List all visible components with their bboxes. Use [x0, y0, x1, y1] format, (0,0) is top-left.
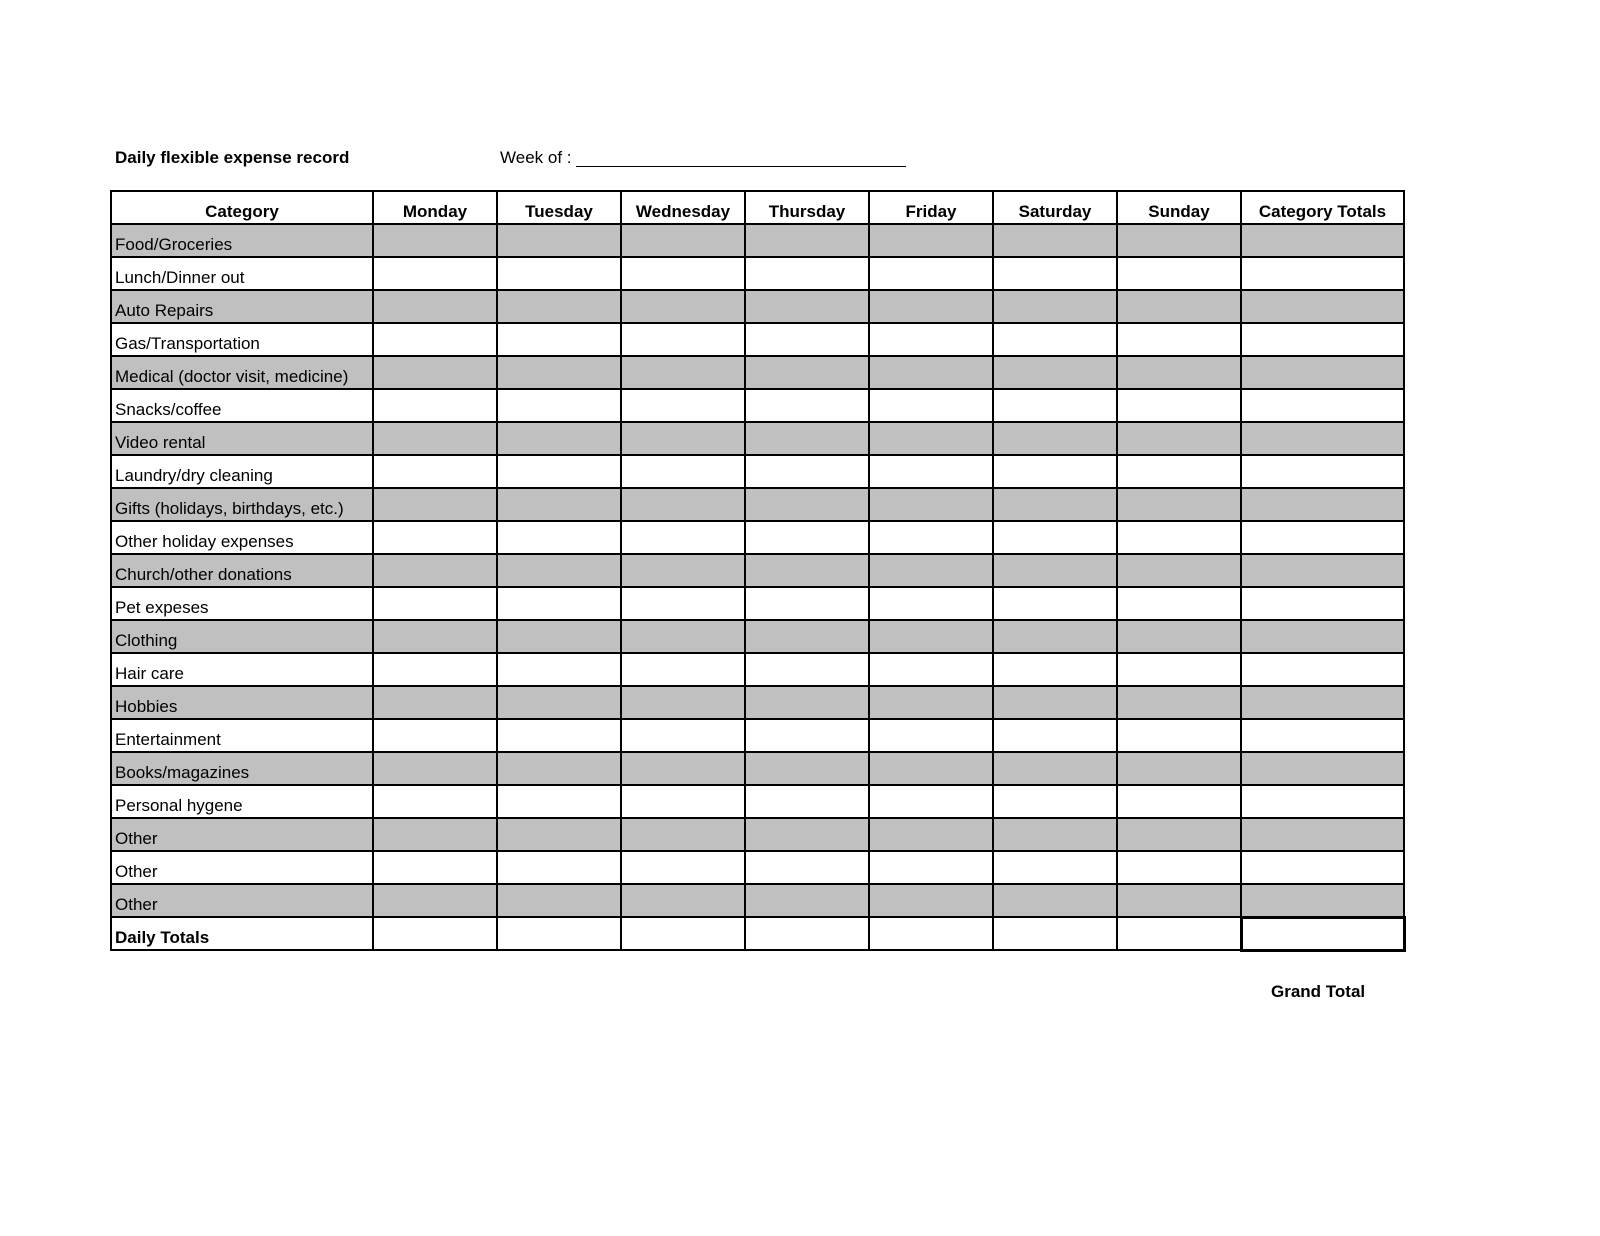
category-label: Personal hygene [111, 785, 373, 818]
expense-cell[interactable] [621, 323, 745, 356]
expense-cell[interactable] [621, 257, 745, 290]
category-total-cell[interactable] [1241, 389, 1404, 422]
expense-cell[interactable] [993, 455, 1117, 488]
expense-cell[interactable] [621, 686, 745, 719]
expense-cell[interactable] [869, 224, 993, 257]
expense-cell[interactable] [869, 455, 993, 488]
expense-cell[interactable] [1117, 521, 1241, 554]
expense-cell[interactable] [621, 620, 745, 653]
expense-cell[interactable] [869, 521, 993, 554]
expense-cell[interactable] [373, 554, 497, 587]
expense-cell[interactable] [373, 818, 497, 851]
expense-cell[interactable] [1117, 290, 1241, 323]
expense-cell[interactable] [745, 653, 869, 686]
expense-cell[interactable] [497, 488, 621, 521]
table-row [111, 323, 1404, 356]
column-header: Sunday [1117, 191, 1241, 224]
expense-cell[interactable] [497, 752, 621, 785]
expense-cell[interactable] [373, 719, 497, 752]
expense-cell[interactable] [497, 719, 621, 752]
expense-cell[interactable] [621, 719, 745, 752]
expense-cell[interactable] [497, 455, 621, 488]
expense-cell[interactable] [373, 884, 497, 917]
expense-cell[interactable] [745, 290, 869, 323]
column-header: Tuesday [497, 191, 621, 224]
category-total-cell[interactable] [1241, 884, 1404, 917]
expense-cell[interactable] [745, 455, 869, 488]
expense-cell[interactable] [1117, 356, 1241, 389]
table-row [111, 521, 1404, 554]
expense-cell[interactable] [621, 389, 745, 422]
expense-cell[interactable] [745, 785, 869, 818]
expense-cell[interactable] [1117, 818, 1241, 851]
expense-cell[interactable] [745, 587, 869, 620]
expense-cell[interactable] [373, 752, 497, 785]
expense-cell[interactable] [1117, 488, 1241, 521]
expense-cell[interactable] [869, 323, 993, 356]
expense-cell[interactable] [993, 224, 1117, 257]
expense-cell[interactable] [1117, 851, 1241, 884]
expense-cell[interactable] [497, 818, 621, 851]
expense-cell[interactable] [1117, 686, 1241, 719]
category-total-cell[interactable] [1241, 587, 1404, 620]
expense-cell[interactable] [497, 785, 621, 818]
table-row [111, 587, 1404, 620]
category-label: Other holiday expenses [111, 521, 373, 554]
expense-cell[interactable] [869, 257, 993, 290]
expense-cell[interactable] [993, 752, 1117, 785]
expense-cell[interactable] [993, 488, 1117, 521]
expense-cell[interactable] [373, 356, 497, 389]
category-label: Other [111, 851, 373, 884]
column-header: Monday [373, 191, 497, 224]
expense-cell[interactable] [497, 257, 621, 290]
expense-cell[interactable] [1117, 422, 1241, 455]
expense-cell[interactable] [993, 884, 1117, 917]
week-of-label: Week of : [500, 148, 572, 167]
expense-cell[interactable] [497, 389, 621, 422]
expense-cell[interactable] [621, 422, 745, 455]
table-row [111, 620, 1404, 653]
expense-cell[interactable] [1117, 257, 1241, 290]
category-total-cell[interactable] [1241, 257, 1404, 290]
expense-table [110, 190, 1406, 952]
expense-cell[interactable] [621, 587, 745, 620]
expense-cell[interactable] [745, 224, 869, 257]
expense-cell[interactable] [745, 719, 869, 752]
category-label: Auto Repairs [111, 290, 373, 323]
category-label: Other [111, 884, 373, 917]
expense-cell[interactable] [1117, 620, 1241, 653]
category-label: Clothing [111, 620, 373, 653]
category-label: Books/magazines [111, 752, 373, 785]
expense-cell[interactable] [1117, 389, 1241, 422]
expense-cell[interactable] [993, 290, 1117, 323]
expense-cell[interactable] [373, 587, 497, 620]
category-label: Other [111, 818, 373, 851]
table-row [111, 290, 1404, 323]
expense-cell[interactable] [497, 620, 621, 653]
expense-cell[interactable] [869, 488, 993, 521]
expense-cell[interactable] [745, 521, 869, 554]
expense-cell[interactable] [621, 356, 745, 389]
expense-cell[interactable] [373, 521, 497, 554]
category-total-cell[interactable] [1241, 686, 1404, 719]
expense-cell[interactable] [497, 356, 621, 389]
expense-cell[interactable] [745, 884, 869, 917]
expense-cell[interactable] [993, 818, 1117, 851]
category-label: Food/Groceries [111, 224, 373, 257]
category-total-cell[interactable] [1241, 785, 1404, 818]
table-row [111, 851, 1404, 884]
expense-cell[interactable] [621, 653, 745, 686]
category-total-cell[interactable] [1241, 719, 1404, 752]
category-total-cell[interactable] [1241, 323, 1404, 356]
expense-cell[interactable] [993, 356, 1117, 389]
expense-cell[interactable] [869, 290, 993, 323]
week-of-underline [576, 166, 906, 167]
expense-cell[interactable] [993, 554, 1117, 587]
category-total-cell[interactable] [1241, 488, 1404, 521]
category-total-cell[interactable] [1241, 455, 1404, 488]
category-total-cell[interactable] [1241, 224, 1404, 257]
expense-cell[interactable] [869, 554, 993, 587]
table-row [111, 719, 1404, 752]
daily-totals-row [111, 917, 1404, 950]
category-total-cell[interactable] [1241, 290, 1404, 323]
daily-total-cell[interactable] [993, 917, 1117, 950]
expense-cell[interactable] [745, 851, 869, 884]
expense-cell[interactable] [621, 521, 745, 554]
expense-cell[interactable] [621, 785, 745, 818]
expense-cell[interactable] [1117, 224, 1241, 257]
expense-cell[interactable] [993, 653, 1117, 686]
expense-cell[interactable] [497, 686, 621, 719]
expense-cell[interactable] [1117, 653, 1241, 686]
week-of-field[interactable] [500, 148, 572, 168]
expense-cell[interactable] [373, 785, 497, 818]
expense-cell[interactable] [497, 224, 621, 257]
category-label: Gas/Transportation [111, 323, 373, 356]
expense-cell[interactable] [745, 554, 869, 587]
expense-cell[interactable] [745, 686, 869, 719]
category-total-cell[interactable] [1241, 356, 1404, 389]
expense-cell[interactable] [1117, 884, 1241, 917]
expense-cell[interactable] [497, 653, 621, 686]
expense-cell[interactable] [993, 422, 1117, 455]
expense-cell[interactable] [745, 752, 869, 785]
table-row [111, 257, 1404, 290]
expense-cell[interactable] [869, 422, 993, 455]
category-label: Laundry/dry cleaning [111, 455, 373, 488]
expense-cell[interactable] [373, 224, 497, 257]
column-header: Category [111, 191, 373, 224]
expense-cell[interactable] [869, 719, 993, 752]
expense-cell[interactable] [621, 290, 745, 323]
expense-cell[interactable] [869, 884, 993, 917]
table-row [111, 818, 1404, 851]
expense-cell[interactable] [373, 620, 497, 653]
table-row [111, 488, 1404, 521]
category-label: Gifts (holidays, birthdays, etc.) [111, 488, 373, 521]
daily-total-cell[interactable] [373, 917, 497, 950]
expense-cell[interactable] [497, 851, 621, 884]
category-label: Snacks/coffee [111, 389, 373, 422]
expense-cell[interactable] [1117, 587, 1241, 620]
expense-cell[interactable] [993, 587, 1117, 620]
expense-cell[interactable] [745, 356, 869, 389]
table-row [111, 752, 1404, 785]
expense-cell[interactable] [497, 554, 621, 587]
table-row [111, 422, 1404, 455]
category-label: Church/other donations [111, 554, 373, 587]
expense-cell[interactable] [621, 818, 745, 851]
expense-cell[interactable] [373, 422, 497, 455]
category-total-cell[interactable] [1241, 752, 1404, 785]
expense-cell[interactable] [993, 620, 1117, 653]
expense-cell[interactable] [497, 587, 621, 620]
category-total-cell[interactable] [1241, 851, 1404, 884]
expense-cell[interactable] [373, 455, 497, 488]
page-title: Daily flexible expense record [115, 148, 350, 167]
daily-total-cell[interactable] [497, 917, 621, 950]
expense-cell[interactable] [869, 686, 993, 719]
column-header: Thursday [745, 191, 869, 224]
expense-cell[interactable] [621, 884, 745, 917]
expense-cell[interactable] [993, 521, 1117, 554]
expense-cell[interactable] [497, 422, 621, 455]
daily-total-cell[interactable] [869, 917, 993, 950]
table-row [111, 554, 1404, 587]
category-total-cell[interactable] [1241, 422, 1404, 455]
category-label: Hobbies [111, 686, 373, 719]
expense-cell[interactable] [745, 818, 869, 851]
expense-cell[interactable] [745, 422, 869, 455]
category-total-cell[interactable] [1241, 818, 1404, 851]
category-label: Pet expeses [111, 587, 373, 620]
column-header: Category Totals [1241, 191, 1404, 224]
expense-cell[interactable] [1117, 323, 1241, 356]
expense-cell[interactable] [993, 785, 1117, 818]
expense-cell[interactable] [745, 488, 869, 521]
expense-cell[interactable] [993, 389, 1117, 422]
table-row [111, 224, 1404, 257]
table-row [111, 653, 1404, 686]
expense-cell[interactable] [621, 488, 745, 521]
category-label: Entertainment [111, 719, 373, 752]
expense-cell[interactable] [1117, 752, 1241, 785]
category-total-cell[interactable] [1241, 620, 1404, 653]
expense-cell[interactable] [1117, 719, 1241, 752]
expense-cell[interactable] [621, 752, 745, 785]
expense-cell[interactable] [993, 686, 1117, 719]
category-label: Hair care [111, 653, 373, 686]
category-total-cell[interactable] [1241, 653, 1404, 686]
expense-cell[interactable] [869, 851, 993, 884]
expense-cell[interactable] [745, 620, 869, 653]
expense-cell[interactable] [373, 686, 497, 719]
expense-cell[interactable] [373, 257, 497, 290]
category-total-cell[interactable] [1241, 521, 1404, 554]
expense-cell[interactable] [745, 389, 869, 422]
category-label: Video rental [111, 422, 373, 455]
category-label: Medical (doctor visit, medicine) [111, 356, 373, 389]
expense-cell[interactable] [993, 257, 1117, 290]
expense-cell[interactable] [621, 851, 745, 884]
expense-cell[interactable] [745, 323, 869, 356]
expense-cell[interactable] [993, 323, 1117, 356]
daily-totals-label: Daily Totals [111, 917, 373, 950]
expense-cell[interactable] [869, 752, 993, 785]
expense-cell[interactable] [621, 224, 745, 257]
table-row [111, 455, 1404, 488]
expense-cell[interactable] [1117, 785, 1241, 818]
expense-cell[interactable] [497, 884, 621, 917]
table-row [111, 785, 1404, 818]
table-row [111, 884, 1404, 917]
expense-cell[interactable] [497, 323, 621, 356]
column-header: Wednesday [621, 191, 745, 224]
expense-cell[interactable] [869, 389, 993, 422]
table-row [111, 686, 1404, 719]
category-label: Lunch/Dinner out [111, 257, 373, 290]
expense-cell[interactable] [373, 851, 497, 884]
expense-cell[interactable] [373, 389, 497, 422]
expense-cell[interactable] [993, 719, 1117, 752]
daily-total-cell[interactable] [621, 917, 745, 950]
expense-cell[interactable] [869, 356, 993, 389]
expense-cell[interactable] [993, 851, 1117, 884]
daily-total-cell[interactable] [745, 917, 869, 950]
grand-total-label: Grand Total [1271, 982, 1366, 1001]
expense-cell[interactable] [621, 455, 745, 488]
expense-cell[interactable] [497, 521, 621, 554]
expense-cell[interactable] [497, 290, 621, 323]
expense-cell[interactable] [869, 587, 993, 620]
grand-total-cell[interactable] [1241, 917, 1404, 950]
category-total-cell[interactable] [1241, 554, 1404, 587]
table-row [111, 389, 1404, 422]
expense-cell[interactable] [373, 290, 497, 323]
expense-cell[interactable] [869, 818, 993, 851]
expense-cell[interactable] [621, 554, 745, 587]
expense-cell[interactable] [745, 257, 869, 290]
expense-cell[interactable] [373, 323, 497, 356]
column-header: Friday [869, 191, 993, 224]
expense-cell[interactable] [869, 653, 993, 686]
expense-cell[interactable] [869, 785, 993, 818]
expense-cell[interactable] [1117, 455, 1241, 488]
expense-cell[interactable] [1117, 554, 1241, 587]
table-row [111, 356, 1404, 389]
header-row [111, 191, 1404, 224]
expense-cell[interactable] [869, 620, 993, 653]
column-header: Saturday [993, 191, 1117, 224]
expense-cell[interactable] [373, 488, 497, 521]
expense-cell[interactable] [373, 653, 497, 686]
daily-total-cell[interactable] [1117, 917, 1241, 950]
